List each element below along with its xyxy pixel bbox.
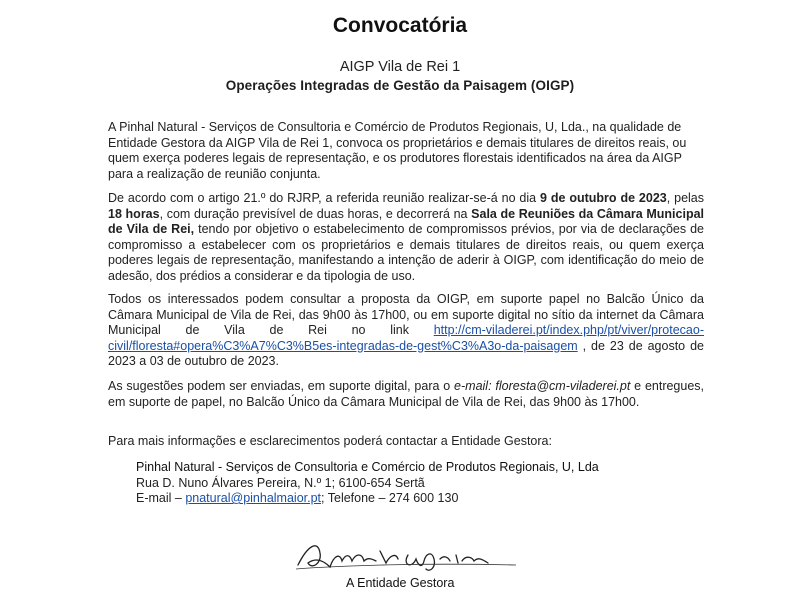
meeting-date: 9 de outubro de 2023 <box>540 191 667 205</box>
suggestions-email: e-mail: floresta@cm-viladerei.pt <box>454 379 631 393</box>
signature-label: A Entidade Gestora <box>346 576 455 590</box>
paragraph-meeting-details <box>108 191 704 284</box>
contact-email-phone <box>136 491 696 507</box>
contact-organization: Pinhal Natural - Serviços de Consultoria e Comércio de Produtos Regionais, U, Lda <box>136 460 599 474</box>
paragraph-convocation: A Pinhal Natural - Serviços de Consultoria e Comércio de Produtos Regionais, U, Lda., na qualidade de Entidade Gestora da AIGP Vila de Rei 1, convoca os proprietários e demais titulares de direitos reais, ou quem exerça poderes legais de representação, e os produtores florestais identificados na área da AIGP para a realização de reunião conjunta. <box>108 120 687 181</box>
text: , de 23 de agosto de 2023 a 03 de outubro de 2023. <box>108 338 704 368</box>
text: , com duração previsível de duas horas, e decorrerá na <box>159 206 472 221</box>
contact-phone: ; Telefone – 274 600 130 <box>321 491 459 505</box>
text: Todos os interessados podem consultar a proposta da OIGP, em suporte papel no Balcão Único da Câmara Municipal de Vila de Rei, das 9h00 às 17h00, ou em suporte digital no sítio da internet da Câmara Municipal de Vila de Rei no link <box>108 292 704 337</box>
page-title: Convocatória <box>332 14 468 37</box>
meeting-place: Sala de Reuniões da Câmara Municipal de Vila de Rei, <box>108 206 705 236</box>
contact-block <box>136 460 696 507</box>
paragraph-suggestions <box>108 379 704 410</box>
contact-address: Rua D. Nuno Álvares Pereira, N.º 1; 6100-654 Sertã <box>136 475 425 490</box>
text: tendo por objetivo o estabelecimento de compromissos prévios, por via de declarações de compromisso a estabelecer com os proprietários e demais titulares de direitos reais, ou quem exerça poderes legais de representação, manifestando a intenção de aderir à OIGP, com identificação do meio de adesão, dos prédios a considerar e da tipologia de uso. <box>108 222 704 283</box>
email-prefix: E-mail – <box>136 491 186 505</box>
text: e entregues, em suporte de papel, no Balcão Único da Câmara Municipal de Vila de Rei, das 9h00 às 17h00. <box>108 379 705 409</box>
paragraph-contact-intro: Para mais informações e esclarecimentos poderá contactar a Entidade Gestora: <box>108 434 552 448</box>
contact-email-link[interactable]: pnatural@pinhalmaior.pt <box>185 491 322 505</box>
text: As sugestões podem ser enviadas, em suporte digital, para o <box>108 379 455 393</box>
oigp-proposal-link[interactable]: http://cm-viladerei.pt/index.php/pt/viver/protecao-civil/floresta#opera%C3%A7%C3%B5es-integradas-de-gest%C3%A3o-da-paisagem <box>108 323 704 353</box>
oigp-subtitle: Operações Integradas de Gestão da Paisagem (OIGP) <box>225 78 575 93</box>
meeting-time: 18 horas <box>108 206 160 221</box>
text: De acordo com o artigo 21.º do RJRP, a referida reunião realizar-se-á no dia <box>108 191 541 205</box>
aigp-subtitle: AIGP Vila de Rei 1 <box>339 59 461 75</box>
paragraph-consultation <box>108 292 704 370</box>
text: , pelas <box>666 191 705 205</box>
